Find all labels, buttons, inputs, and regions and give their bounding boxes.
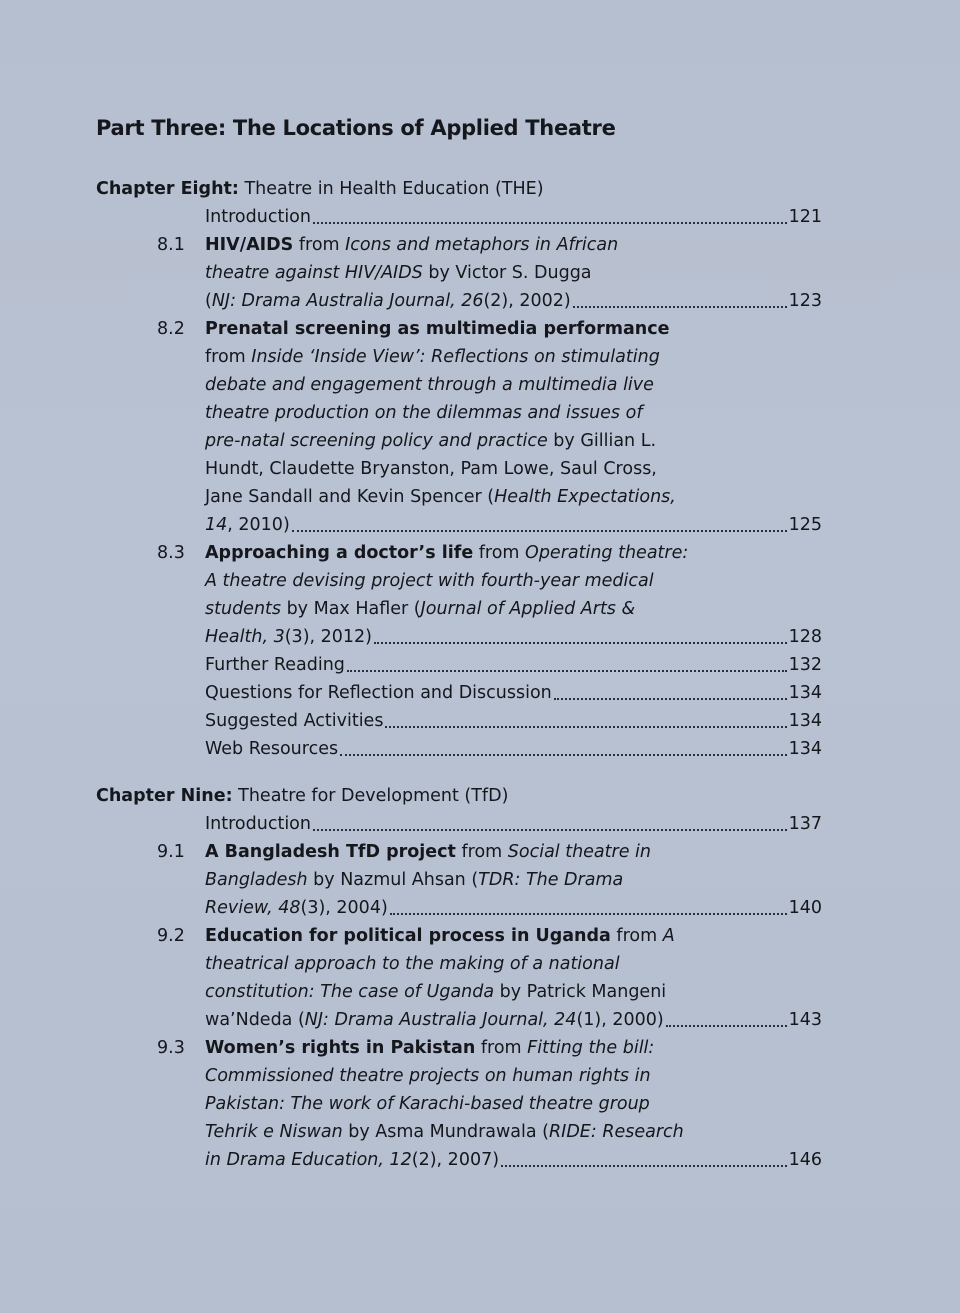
page-number: 134 [788,683,822,703]
toc-entry-line: Commissioned theatre projects on human rights in [205,1066,651,1086]
toc-entry-line-last: 14, 2010) 125 [205,511,822,539]
page-number: 123 [788,291,822,311]
toc-entry-introduction[interactable]: Introduction 121 [205,203,822,231]
chapter-label: Chapter Eight: [96,179,239,199]
page-number: 132 [788,655,822,675]
toc-entry-line-last: wa’Ndeda (NJ: Drama Australia Journal, 24(1), 2000) 143 [205,1006,822,1034]
leader-dots [385,726,786,728]
page-number: 121 [788,207,822,227]
section-number: 8.2 [157,319,185,339]
leader-dots [390,913,787,915]
toc-entry-line: Bangladesh by Nazmul Ahsan (TDR: The Drama [205,870,624,890]
section-number: 9.2 [157,926,185,946]
toc-entry-8-2[interactable]: Prenatal screening as multimedia performance [205,319,670,339]
leader-dots [501,1165,787,1167]
toc-entry-line-last: Review, 48(3), 2004) 140 [205,894,822,922]
toc-entry-line-last: (NJ: Drama Australia Journal, 26(2), 2002) 123 [205,287,822,315]
toc-entry-line: Hundt, Claudette Bryanston, Pam Lowe, Saul Cross, [205,459,657,479]
leader-dots [347,670,787,672]
leader-dots [374,642,787,644]
page-number: 146 [788,1150,822,1170]
toc-entry-9-2[interactable]: Education for political process in Uganda from A [205,926,675,946]
leader-dots [313,829,787,831]
page-number: 125 [788,515,822,535]
leader-dots [554,698,787,700]
toc-entry-line: debate and engagement through a multimedia live [205,375,654,395]
leader-dots [666,1025,787,1027]
toc-entry-line: Jane Sandall and Kevin Spencer (Health Expectations, [205,487,676,507]
leader-dots [573,306,787,308]
toc-entry-line-last: in Drama Education, 12(2), 2007) 146 [205,1146,822,1174]
section-number: 9.3 [157,1038,185,1058]
toc-entry-further-reading[interactable]: Further Reading 132 [205,651,822,679]
leader-dots [313,222,787,224]
leader-dots [340,754,787,756]
section-number: 8.3 [157,543,185,563]
page-number: 134 [788,739,822,759]
chapter-eight-heading [96,175,544,203]
toc-entry-web-resources[interactable]: Web Resources 134 [205,735,822,763]
toc-entry-9-1[interactable]: A Bangladesh TfD project from Social theatre in [205,842,651,862]
page-number: 128 [788,627,822,647]
section-number: 8.1 [157,235,185,255]
page-number: 134 [788,711,822,731]
chapter-title: Theatre for Development (TfD) [232,786,509,806]
toc-entry-line: theatre against HIV/AIDS by Victor S. Dugga [205,263,592,283]
page-number: 137 [788,814,822,834]
toc-entry-8-1[interactable]: HIV/AIDS from Icons and metaphors in African [205,235,619,255]
toc-entry-introduction[interactable]: Introduction 137 [205,810,822,838]
toc-entry-line: Pakistan: The work of Karachi-based theatre group [205,1094,650,1114]
chapter-nine-heading [96,782,508,810]
toc-entry-line: students by Max Hafler (Journal of Applied Arts & [205,599,636,619]
page-number: 140 [788,898,822,918]
toc-entry-line: from Inside ‘Inside View’: Reflections on stimulating [205,347,660,367]
section-number: 9.1 [157,842,185,862]
page-number: 143 [788,1010,822,1030]
toc-entry-line: theatrical approach to the making of a national [205,954,620,974]
chapter-title: Theatre in Health Education (THE) [238,179,544,199]
toc-entry-activities[interactable]: Suggested Activities 134 [205,707,822,735]
toc-entry-questions[interactable]: Questions for Reflection and Discussion 134 [205,679,822,707]
chapter-label: Chapter Nine: [96,786,233,806]
toc-entry-line: theatre production on the dilemmas and issues of [205,403,643,423]
toc-entry-line-last: Health, 3(3), 2012) 128 [205,623,822,651]
toc-entry-line: Tehrik e Niswan by Asma Mundrawala (RIDE: Research [205,1122,684,1142]
leader-dots [292,530,787,532]
toc-entry-line: constitution: The case of Uganda by Patrick Mangeni [205,982,667,1002]
part-title: Part Three: The Locations of Applied Theatre [96,116,616,140]
toc-entry-9-3[interactable]: Women’s rights in Pakistan from Fitting the bill: [205,1038,655,1058]
toc-entry-8-3[interactable]: Approaching a doctor’s life from Operating theatre: [205,543,689,563]
toc-entry-line: pre-natal screening policy and practice by Gillian L. [205,431,657,451]
toc-entry-line: A theatre devising project with fourth-year medical [205,571,654,591]
